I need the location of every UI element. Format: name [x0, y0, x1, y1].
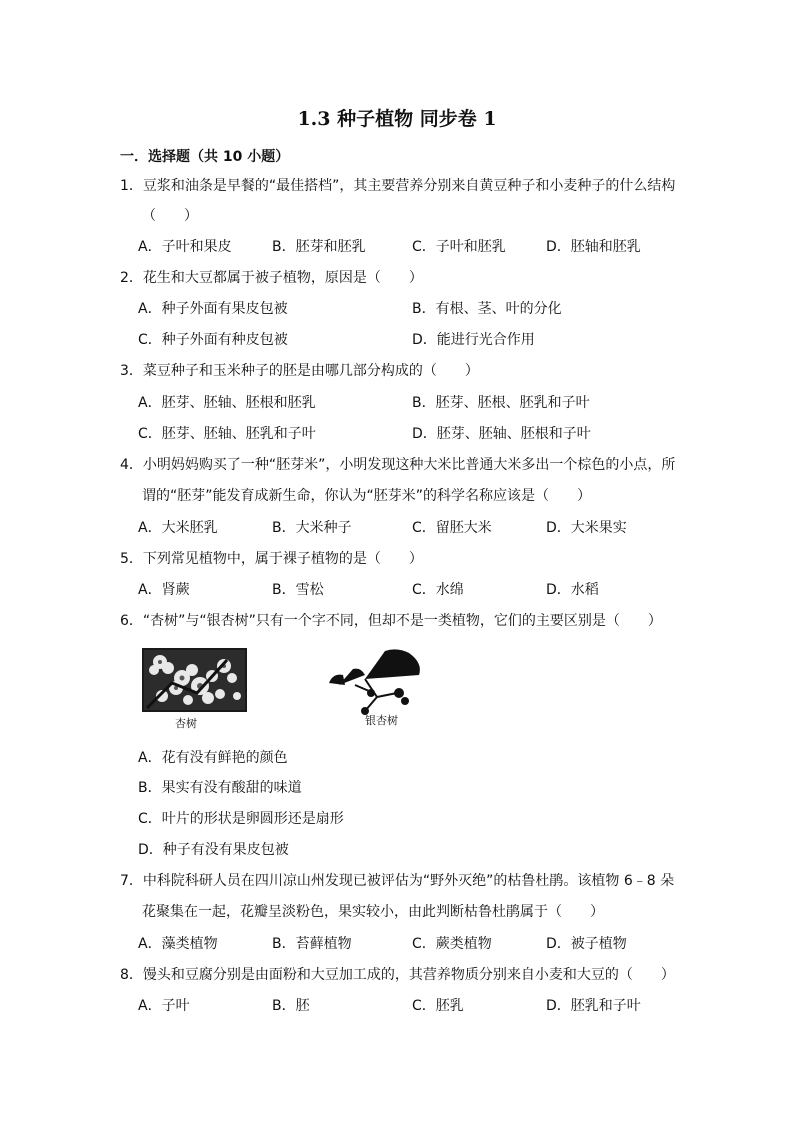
- question-5-stem: 5．下列常见植物中，属于裸子植物的是（ ）: [120, 551, 423, 567]
- question-3-option-c: C．胚芽、胚轴、胚乳和子叶: [138, 426, 316, 442]
- question-7-option-b: B．苔藓植物: [272, 936, 352, 952]
- question-8-option-b: B．胚: [272, 998, 310, 1014]
- question-4-option-a: A．大米胚乳: [138, 520, 218, 536]
- question-3-option-b: B．胚芽、胚根、胚乳和子叶: [412, 395, 590, 411]
- question-6-stem: 6．“杏树”与“银杏树”只有一个字不同，但却不是一类植物，它们的主要区别是（ ）: [120, 613, 662, 629]
- question-2-stem: 2．花生和大豆都属于被子植物，原因是（ ）: [120, 270, 423, 286]
- section-heading: 一．选择题（共 10 小题）: [120, 149, 290, 165]
- question-3-option-a: A．胚芽、胚轴、胚根和胚乳: [138, 395, 316, 411]
- question-7-option-a: A．藻类植物: [138, 936, 218, 952]
- question-7-stem-cont: 花聚集在一起，花瓣呈淡粉色，果实较小，由此判断枯鲁杜鹃属于（ ）: [142, 904, 604, 920]
- question-6-option-d: D．种子有没有果皮包被: [138, 842, 289, 858]
- question-2-option-a: A．种子外面有果皮包被: [138, 301, 288, 317]
- question-1-option-c: C．子叶和胚乳: [412, 239, 506, 255]
- ginkgo-tree-caption: 银杏树: [365, 714, 398, 727]
- question-2-option-d: D．能进行光合作用: [412, 332, 535, 348]
- question-4-option-d: D．大米果实: [546, 520, 627, 536]
- question-4-stem-cont: 谓的“胚芽”能发育成新生命，你认为“胚芽米”的科学名称应该是（ ）: [142, 488, 592, 504]
- question-4-option-b: B．大米种子: [272, 520, 352, 536]
- question-6-option-b: B．果实有没有酸甜的味道: [138, 780, 302, 796]
- question-8-option-c: C．胚乳: [412, 998, 464, 1014]
- page-title: 1.3 种子植物 同步卷 1: [297, 108, 497, 130]
- question-3-option-d: D．胚芽、胚轴、胚根和子叶: [412, 426, 591, 442]
- question-1-stem: 1．豆浆和油条是早餐的“最佳搭档”，其主要营养分别来自黄豆种子和小麦种子的什么结构: [120, 178, 676, 194]
- question-1-option-a: A．子叶和果皮: [138, 239, 232, 255]
- question-8-option-d: D．胚乳和子叶: [546, 998, 641, 1014]
- question-6-option-c: C．叶片的形状是卵圆形还是扇形: [138, 811, 344, 827]
- question-4-option-c: C．留胚大米: [412, 520, 492, 536]
- question-2-option-c: C．种子外面有种皮包被: [138, 332, 288, 348]
- question-1-option-d: D．胚轴和胚乳: [546, 239, 641, 255]
- question-6-option-a: A．花有没有鲜艳的颜色: [138, 750, 288, 766]
- question-8-stem: 8．馒头和豆腐分别是由面粉和大豆加工成的，其营养物质分别来自小麦和大豆的（ ）: [120, 967, 675, 983]
- question-4-stem: 4．小明妈妈购买了一种“胚芽米”，小明发现这种大米比普通大米多出一个棕色的小点，所: [120, 457, 676, 473]
- question-2-option-b: B．有根、茎、叶的分化: [412, 301, 562, 317]
- question-8-option-a: A．子叶: [138, 998, 190, 1014]
- question-3-stem: 3．菜豆种子和玉米种子的胚是由哪几部分构成的（ ）: [120, 363, 479, 379]
- apricot-tree-caption: 杏树: [175, 717, 197, 730]
- question-1-stem-cont: （ ）: [142, 208, 198, 224]
- question-5-option-b: B．雪松: [272, 582, 324, 598]
- question-1-option-b: B．胚芽和胚乳: [272, 239, 366, 255]
- question-5-option-a: A．肾蕨: [138, 582, 190, 598]
- question-5-option-d: D．水稻: [546, 582, 599, 598]
- question-7-option-d: D．被子植物: [546, 936, 627, 952]
- question-7-stem: 7．中科院科研人员在四川凉山州发现已被评估为“野外灭绝”的枯鲁杜鹃。该植物 6﹣8 朵: [120, 873, 675, 889]
- question-5-option-c: C．水绵: [412, 582, 464, 598]
- question-7-option-c: C．蕨类植物: [412, 936, 492, 952]
